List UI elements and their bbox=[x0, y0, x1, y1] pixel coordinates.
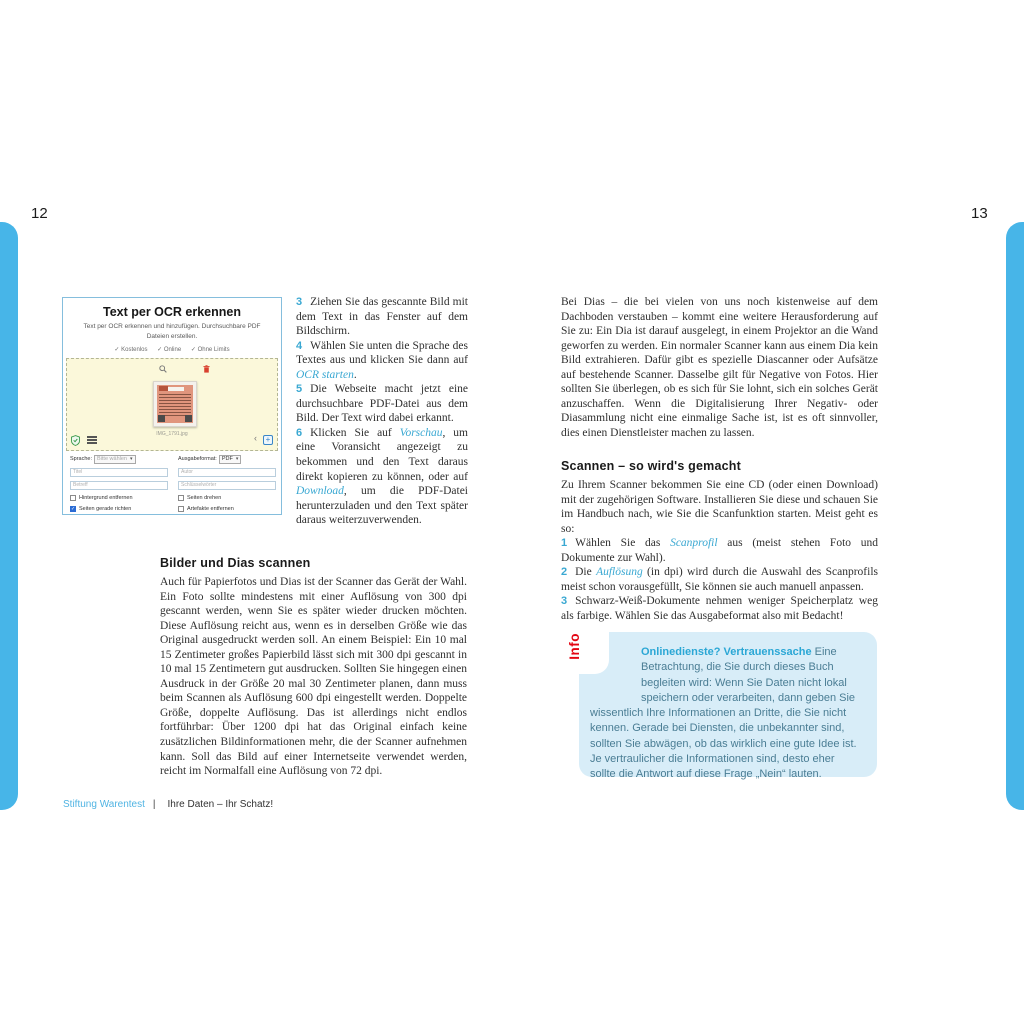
scan-step-1: 1 Wählen Sie das Scanprofil aus (meist stehen Foto und Dokumente zur Wahl). bbox=[561, 537, 878, 564]
language-select[interactable]: Bitte wählen ▾ bbox=[94, 455, 135, 464]
scan-instructions bbox=[561, 478, 878, 623]
download-link: Download bbox=[296, 485, 344, 498]
ocr-app-title: Text per OCR erkennen bbox=[102, 305, 241, 319]
feature-item: ✓ Ohne Limits bbox=[190, 346, 230, 353]
check-icon: ✓ bbox=[190, 346, 196, 353]
publisher-name: Stiftung Warentest bbox=[63, 799, 145, 810]
info-callout bbox=[560, 632, 878, 781]
add-page-icon[interactable]: + bbox=[263, 435, 273, 445]
checkbox-remove-artifacts[interactable] bbox=[178, 506, 184, 512]
author-field[interactable] bbox=[178, 468, 276, 477]
info-heading: Onlinedienste? Vertrauenssache bbox=[641, 646, 812, 658]
checkbox-rotate-pages[interactable] bbox=[178, 495, 184, 501]
scanprofil-term: Scanprofil bbox=[670, 537, 718, 550]
book-title: Ihre Daten – Ihr Schatz! bbox=[167, 799, 274, 810]
list-view-icon[interactable] bbox=[87, 436, 97, 445]
ocr-app-subtitle: Text per OCR erkennen und hinzufügen. Durchsuchbare PDF Dateien erstellen. bbox=[83, 323, 261, 340]
right-edge-tab bbox=[1006, 222, 1024, 810]
feature-item: ✓ Online bbox=[157, 346, 182, 353]
scan-step-3: 3 Schwarz-Weiß-Dokumente nehmen weniger Speicherplatz weg als farbige. Wählen Sie das Ausgabeformat also mit Bedacht! bbox=[561, 595, 878, 622]
section-heading-bilder-dias: Bilder und Dias scannen bbox=[160, 556, 311, 570]
ocr-feature-list bbox=[63, 346, 281, 353]
body-text-bilder-dias: Auch für Papierfotos und Dias ist der Scanner das Gerät der Wahl. Ein Foto sollte mindestens mit einer Auflösung von 300 dpi gescannt werden, wenn Sie es später wieder drucken möchten. Diese Auflösung reicht aus, wenn es in derselben Größe wie das Original ausgedruckt werden soll. An einem Beispiel: Ein 10 mal 15 Zentimeter großes Papierbild lässt sich mit 300 dpi gescannt in 10 mal 15 Zentimetern gut ausdrucken. Sollten Sie hingegen einen Ausdruck in der Größe 20 mal 30 Zentimeter planen, dann muss beim Scannen als Auflösung 600 dpi eingestellt werden. Doppelte Größe, doppelte Auflösung. Das ist allerdings nicht endlos fortführbar: Über 1200 dpi hat das Original einfach keine zusätzlichen Bildinformationen mehr, die der Scanner aufnehmen kann. Soll das Bild auf einer Internetseite verwendet werden, reicht im Normalfall eine Auflösung von 72 dpi. bbox=[160, 576, 467, 778]
output-format-select[interactable]: PDF ▾ bbox=[219, 455, 242, 464]
step-6: 6 Klicken Sie auf Vorschau, um eine Voransicht angezeigt zu bekommen und den Text daraus direkt kopieren zu können, oder auf Download, um die PDF-Datei herunterzuladen und den Text später daraus weiterzuverwenden. bbox=[296, 426, 468, 527]
chevron-left-icon[interactable]: ‹ bbox=[254, 433, 257, 443]
instruction-steps-left bbox=[296, 295, 468, 528]
file-name: IMG_1791.jpg bbox=[156, 431, 188, 437]
left-edge-tab bbox=[0, 222, 18, 810]
page-footer: Stiftung Warentest | Ihre Daten – Ihr Schatz! bbox=[63, 799, 274, 810]
subject-field[interactable] bbox=[70, 481, 168, 490]
scan-step-2: 2 Die Auflösung (in dpi) wird durch die Auswahl des Scanprofils meist schon vorausgefüllt, Sie können sie auch manuell anpassen. bbox=[561, 566, 878, 593]
section-heading-scannen: Scannen – so wird's gemacht bbox=[561, 459, 741, 473]
step-4: 4 Wählen Sie unten die Sprache des Textes aus und klicken Sie dann auf OCR starten. bbox=[296, 339, 468, 381]
step-3: 3 Ziehen Sie das gescannte Bild mit dem Text in das Fenster auf dem Bildschirm. bbox=[296, 296, 468, 338]
chevron-down-icon: ▾ bbox=[235, 456, 239, 462]
info-box-content bbox=[579, 632, 877, 781]
shield-check-icon bbox=[71, 435, 80, 446]
step-5: 5 Die Webseite macht jetzt eine durchsuchbare PDF-Datei aus dem Bild. Der Text wird dabei erkannt. bbox=[296, 383, 468, 425]
output-format-label: Ausgabeformat: bbox=[178, 456, 217, 462]
checkbox-straighten-pages[interactable]: ✓ bbox=[71, 505, 76, 512]
title-field[interactable] bbox=[70, 468, 168, 477]
ocr-starten-link: OCR starten bbox=[296, 368, 354, 381]
ocr-app-screenshot: Text per OCR erkennen Text per OCR erkennen und hinzufügen. Durchsuchbare PDF Dateien erstellen. ✓ Kostenlos ✓ Online ✓ Ohne Limits IMG_1791.jpg ‹ + Sprache: Bitte wählen ▾ Titel Betreff Hintergrund entfernen ✓ Seiten gerade richten Ausgabeformat: PDF ▾ Autor Schlüsselwörter Seiten drehen Artefakte entfernen bbox=[62, 297, 282, 515]
info-label: Info bbox=[567, 633, 582, 660]
keywords-field[interactable] bbox=[178, 481, 276, 490]
trash-icon[interactable] bbox=[203, 365, 210, 373]
body-text-dias: Bei Dias – die bei vielen von uns noch kistenweise auf dem Dachboden verstauben – kommt eine weitere Herausforderung auf Sie zu: Ein Dia ist darauf ausgelegt, in einem Projektor an die Wand geworfen zu werden. Ein normaler Scanner kann aus einem Dia kein Bild extrahieren. Dafür gibt es spezielle Diascanner oder Aufsätze auf bestehende Scanner. Dasselbe gilt für Negative von Fotos. Hier sollten Sie überlegen, ob es sich für Sie lohnt, sich ein solches Gerät anzuschaffen. Wenn die Digitalisierung Ihrer Negativ- oder Diasammlung nicht eine einmalige Sache ist, ist es oft sinnvoller, dies einen Dienstleister machen zu lassen. bbox=[561, 296, 878, 439]
check-icon: ✓ bbox=[114, 346, 120, 353]
check-icon: ✓ bbox=[157, 346, 163, 353]
vorschau-link: Vorschau bbox=[399, 426, 443, 439]
language-label: Sprache: bbox=[70, 456, 93, 462]
document-preview bbox=[157, 385, 193, 423]
scan-intro: Zu Ihrem Scanner bekommen Sie eine CD (oder einen Download) mit der zugehörigen Software. Installieren Sie diese und schauen Sie im Handbuch nach, wie Sie die Scanfunktion starten. Meist geht es so: bbox=[561, 479, 878, 535]
scanned-image-thumbnail bbox=[153, 381, 197, 427]
feature-item: ✓ Kostenlos bbox=[114, 346, 148, 353]
file-dropzone[interactable] bbox=[66, 358, 278, 451]
magnifier-icon[interactable] bbox=[159, 365, 167, 373]
chevron-down-icon: ▾ bbox=[129, 456, 133, 462]
page-number-right: 13 bbox=[971, 205, 988, 222]
info-text: Eine Betrachtung, die Sie durch dieses Buch begleiten wird: Wenn Sie Daten nicht lokal speichern oder verarbeiten, dann geben Sie wissentlich Ihre Informationen an Dritte, die Sie nicht kennen. Gerade bei Diensten, die unbekannter sind, sollten Sie abwägen, ob das wirklich eine gute Idee ist. Je vertraulicher die Informationen sind, desto eher sollte die Antwort auf diese Frage „Nein“ lauten. bbox=[590, 646, 857, 781]
aufloesung-term: Auflösung bbox=[596, 566, 643, 579]
checkbox-remove-background[interactable] bbox=[70, 495, 76, 501]
page-number-left: 12 bbox=[31, 205, 48, 222]
